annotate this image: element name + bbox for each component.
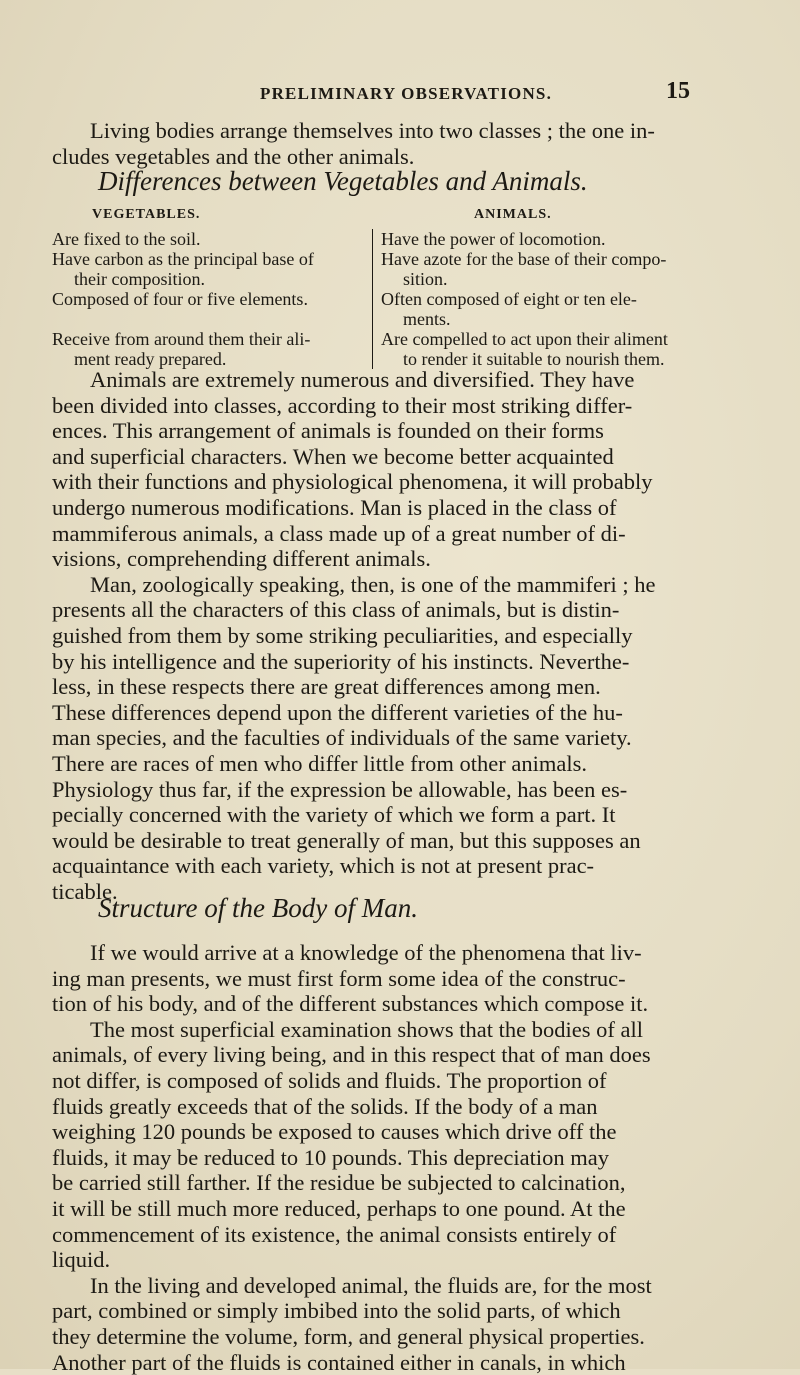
cell-line: Receive from around them their ali- bbox=[52, 329, 364, 349]
cell-line: Composed of four or five elements. bbox=[52, 289, 364, 309]
comparison-table bbox=[52, 205, 742, 369]
animals-section bbox=[52, 367, 742, 904]
text-line: they determine the volume, form, and general physical properties. bbox=[52, 1324, 742, 1350]
text-line: There are races of men who differ little from other animals. bbox=[52, 751, 742, 777]
table-row bbox=[52, 249, 742, 289]
cell-line: ment ready prepared. bbox=[52, 349, 364, 369]
running-head-title: PRELIMINARY OBSERVATIONS. bbox=[260, 84, 552, 103]
text-line: fluids, it may be reduced to 10 pounds. This depreciation may bbox=[52, 1145, 742, 1171]
cell-line: Often composed of eight or ten ele- bbox=[381, 289, 741, 309]
text-line: with their functions and physiological phenomena, it will probably bbox=[52, 469, 742, 495]
text-line: would be desirable to treat generally of man, but this supposes an bbox=[52, 828, 742, 854]
text-line: fluids greatly exceeds that of the solids. If the body of a man bbox=[52, 1094, 742, 1120]
text-line: Man, zoologically speaking, then, is one of the mammiferi ; he bbox=[52, 572, 742, 598]
text-line: undergo numerous modifications. Man is placed in the class of bbox=[52, 495, 742, 521]
cell-line: Have carbon as the principal base of bbox=[52, 249, 364, 269]
cell-line: Are fixed to the soil. bbox=[52, 229, 364, 249]
text-line: In the living and developed animal, the fluids are, for the most bbox=[52, 1273, 742, 1299]
text-line: cludes vegetables and the other animals. bbox=[52, 144, 742, 170]
text-line: presents all the characters of this class of animals, but is distin- bbox=[52, 597, 742, 623]
text-line: part, combined or simply imbibed into the solid parts, of which bbox=[52, 1298, 742, 1324]
header-vegetables: VEGETABLES. bbox=[52, 205, 410, 225]
text-line: mammiferous animals, a class made up of a great number of di- bbox=[52, 521, 742, 547]
text-line: Physiology thus far, if the expression be allowable, has been es- bbox=[52, 777, 742, 803]
cell-line: sition. bbox=[381, 269, 741, 289]
text-line: Another part of the fluids is contained either in canals, in which bbox=[52, 1350, 742, 1375]
cell-line: Have azote for the base of their compo- bbox=[381, 249, 741, 269]
text-line: be carried still farther. If the residue be subjected to calcination, bbox=[52, 1170, 742, 1196]
running-head bbox=[260, 84, 690, 104]
table-title: Differences between Vegetables and Animals. bbox=[98, 166, 588, 197]
text-line: guished from them by some striking peculiarities, and especially bbox=[52, 623, 742, 649]
cell-line: Have the power of locomotion. bbox=[381, 229, 741, 249]
cell-line: to render it suitable to nourish them. bbox=[381, 349, 741, 369]
header-animals: ANIMALS. bbox=[410, 205, 552, 225]
text-line: commencement of its existence, the animal consists entirely of bbox=[52, 1222, 742, 1248]
text-line: These differences depend upon the different varieties of the hu- bbox=[52, 700, 742, 726]
text-line: animals, of every living being, and in this respect that of man does bbox=[52, 1042, 742, 1068]
text-line: and superficial characters. When we become better acquainted bbox=[52, 444, 742, 470]
text-line: visions, comprehending different animals. bbox=[52, 546, 742, 572]
text-line: weighing 120 pounds be exposed to causes which drive off the bbox=[52, 1119, 742, 1145]
cell-line: Are compelled to act upon their aliment bbox=[381, 329, 741, 349]
text-line: by his intelligence and the superiority of his instincts. Neverthe- bbox=[52, 649, 742, 675]
text-line: Animals are extremely numerous and diversified. They have bbox=[52, 367, 742, 393]
text-line: The most superficial examination shows that the bodies of all bbox=[52, 1017, 742, 1043]
text-line: pecially concerned with the variety of which we form a part. It bbox=[52, 802, 742, 828]
page-number: 15 bbox=[666, 78, 690, 105]
text-line: ing man presents, we must first form some idea of the construc- bbox=[52, 966, 742, 992]
text-line: ences. This arrangement of animals is founded on their forms bbox=[52, 418, 742, 444]
table-row bbox=[52, 229, 742, 249]
section-heading: Structure of the Body of Man. bbox=[98, 893, 418, 924]
table-header bbox=[52, 205, 742, 225]
text-line: acquaintance with each variety, which is not at present prac- bbox=[52, 853, 742, 879]
text-line: not differ, is composed of solids and fluids. The proportion of bbox=[52, 1068, 742, 1094]
text-line: liquid. bbox=[52, 1247, 742, 1273]
text-line: If we would arrive at a knowledge of the phenomena that liv- bbox=[52, 940, 742, 966]
table-row bbox=[52, 329, 742, 369]
text-line: Living bodies arrange themselves into two classes ; the one in- bbox=[52, 118, 742, 144]
text-line: less, in these respects there are great differences among men. bbox=[52, 674, 742, 700]
intro-paragraph bbox=[52, 118, 742, 169]
cell-line bbox=[52, 309, 364, 329]
text-line: been divided into classes, according to their most striking differ- bbox=[52, 393, 742, 419]
text-line: it will be still much more reduced, perhaps to one pound. At the bbox=[52, 1196, 742, 1222]
text-line: tion of his body, and of the different substances which compose it. bbox=[52, 991, 742, 1017]
text-line: ticable. bbox=[52, 879, 742, 905]
cell-line: ments. bbox=[381, 309, 741, 329]
cell-line: their composition. bbox=[52, 269, 364, 289]
structure-section bbox=[52, 940, 742, 1375]
table-row bbox=[52, 289, 742, 329]
text-line: man species, and the faculties of individuals of the same variety. bbox=[52, 725, 742, 751]
